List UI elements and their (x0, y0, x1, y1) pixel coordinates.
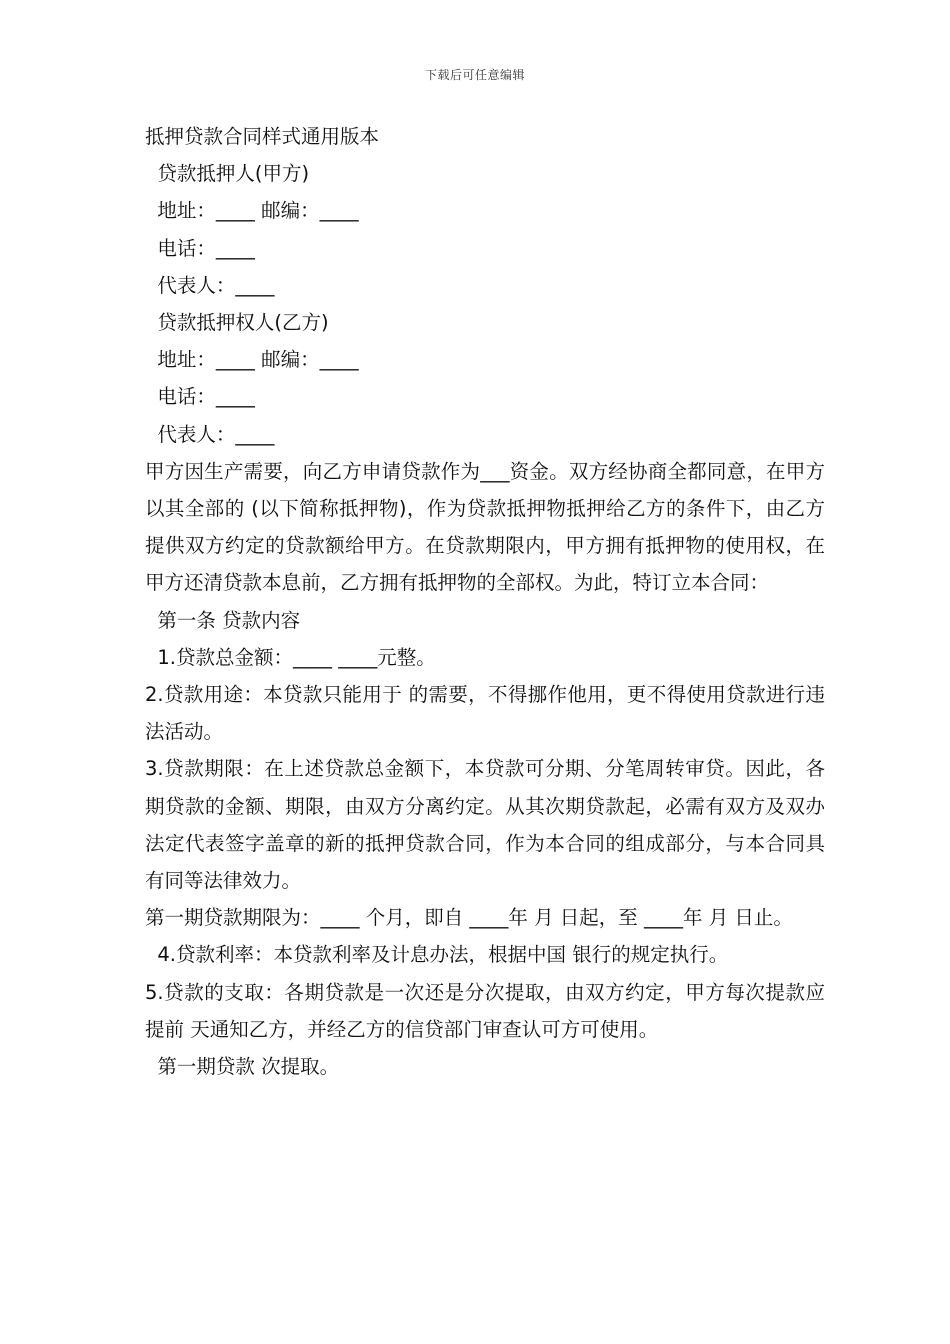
party-b-address: 地址：____ 邮编：____ (145, 348, 359, 372)
contract-body (145, 118, 825, 1085)
party-a-phone: 电话：____ (145, 236, 255, 260)
party-b-representative: 代表人：____ (145, 422, 275, 446)
clause-withdrawal: 5.贷款的支取：各期贷款是一次还是分次提取，由双方约定，甲方每次提款应提前 天通知乙方，并经乙方的信贷部门审查认可方可使用。 (145, 980, 825, 1041)
party-a-title: 贷款抵押人(甲方) (145, 162, 310, 186)
clause-loan-purpose: 2.贷款用途：本贷款只能用于 的需要，不得挪作他用，更不得使用贷款进行违法活动。 (145, 683, 825, 744)
page-header-note: 下载后可任意编辑 (424, 68, 525, 82)
article-1-title: 第一条 贷款内容 (145, 608, 301, 632)
clause-loan-term: 3.贷款期限：在上述贷款总金额下，本贷款可分期、分笔周转审贷。因此，各期贷款的金额、期限，由双方分离约定。从其次期贷款起，必需有双方及双办法定代表签字盖章的新的抵押贷款合同，作为本合同的组成部分，与本合同具有同等法律效力。 (145, 757, 825, 893)
party-b-phone: 电话：____ (145, 385, 255, 409)
clause-loan-amount: 1.贷款总金额：____ ____元整。 (145, 645, 436, 669)
intro-paragraph: 甲方因生产需要，向乙方申请贷款作为___资金。双方经协商全都同意，在甲方以其全部的 (以下简称抵押物)，作为贷款抵押物抵押给乙方的条件下，由乙方提供双方约定的贷款额给甲方。在贷款期限内，甲方拥有抵押物的使用权，在甲方还清贷款本息前，乙方拥有抵押物的全部权。为此，特订立本合同： (145, 459, 825, 595)
clause-interest-rate: 4.贷款利率：本贷款利率及计息办法，根据中国 银行的规定执行。 (145, 943, 729, 967)
clause-first-period: 第一期贷款期限为：____ 个月，即自 ____年 月 日起，至 ____年 月 日止。 (145, 906, 793, 930)
clause-first-withdrawal: 第一期贷款 次提取。 (145, 1055, 340, 1079)
party-a-address: 地址：____ 邮编：____ (145, 199, 359, 223)
party-a-representative: 代表人：____ (145, 273, 275, 297)
document-title: 抵押贷款合同样式通用版本 (145, 125, 380, 148)
party-b-title: 贷款抵押权人(乙方) (145, 311, 329, 335)
